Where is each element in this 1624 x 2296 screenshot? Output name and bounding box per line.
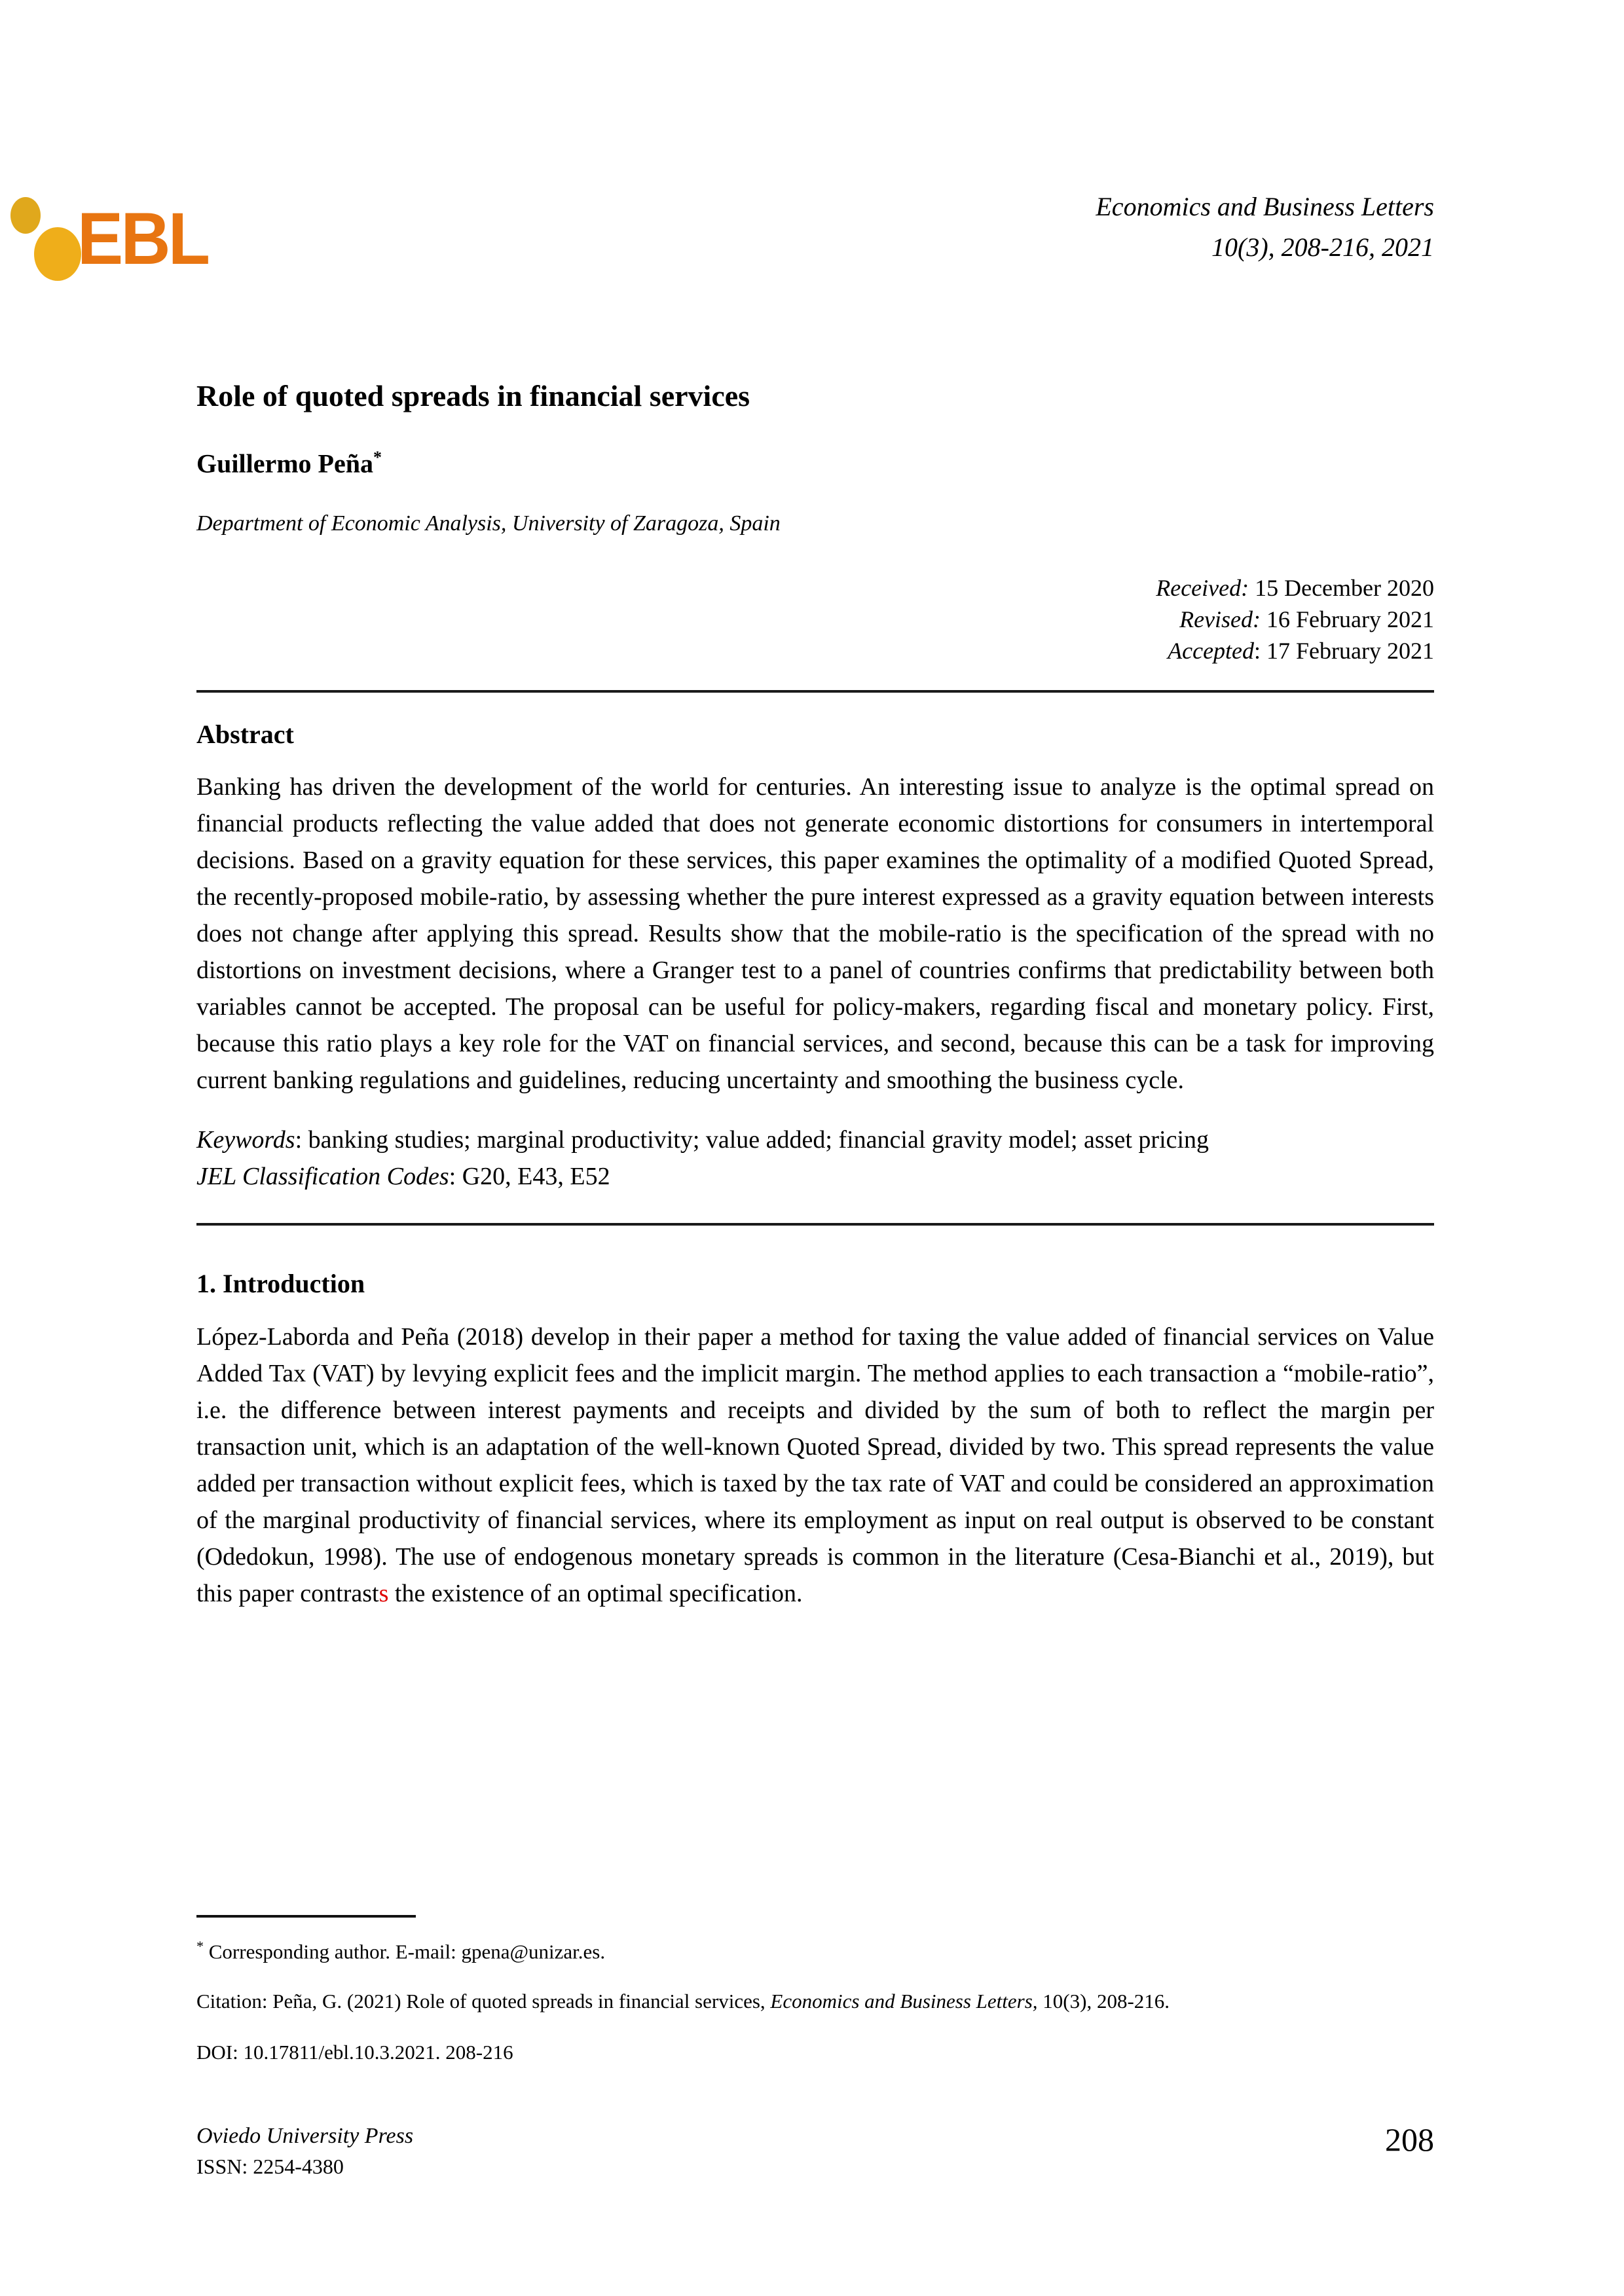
date-revised-value: 16 February 2021 xyxy=(1261,606,1434,633)
page-footer xyxy=(196,2121,1434,2181)
jel-line xyxy=(196,1159,1434,1194)
introduction-red-char: s xyxy=(378,1580,389,1608)
introduction-text-part1: López-Laborda and Peña (2018) develop in their paper a method for taxing the value added of financial services on Value Added Tax (VAT) by levying explicit fees and the implicit margin. The method applies to each transaction a “mobile-ratio”, i.e. the difference between interest payments and receipts and divided by the sum of both to reflect the margin per transaction unit, which is an adaptation of the well-known Quoted Spread, divided by two. This spread represents the value added per transaction without explicit fees, which is taxed by the tax rate of VAT and could be considered an approximation of the marginal productivity of financial services, where its employment as input on real output is observed to be constant (Odedokun, 1998). The use of endogenous monetary spreads is common in the literature (Cesa-Bianchi et al., 2019), but this paper contrast xyxy=(196,1323,1434,1608)
keywords-label: Keywords xyxy=(196,1126,295,1154)
date-accepted-label: Accepted xyxy=(1168,638,1255,665)
abstract-bottom-divider xyxy=(196,1223,1434,1226)
journal-name: Economics and Business Letters xyxy=(1096,192,1434,221)
footnote-text: Corresponding author. E-mail: gpena@unizar.es. xyxy=(204,1940,606,1963)
citation-journal-name: Economics and Business Letters, xyxy=(770,1990,1038,2013)
keywords-line xyxy=(196,1122,1434,1157)
author-footnote-marker: * xyxy=(373,448,382,467)
citation-line xyxy=(196,1987,1434,2016)
author-name xyxy=(196,442,1434,479)
journal-logo xyxy=(7,193,223,278)
section-heading-introduction: 1. Introduction xyxy=(196,1269,365,1299)
logo-wordmark: EBL xyxy=(77,198,208,280)
logo-dot-small-icon xyxy=(10,197,41,234)
issn-line: ISSN: 2254-4380 xyxy=(196,2155,344,2178)
author-affiliation: Department of Economic Analysis, University of Zaragoza, Spain xyxy=(196,511,781,536)
page-number: 208 xyxy=(1385,2121,1434,2158)
logo-dot-large-icon xyxy=(34,227,81,281)
date-accepted-value: : 17 February 2021 xyxy=(1254,638,1434,665)
footnote-divider xyxy=(196,1915,416,1918)
date-received-label: Received: xyxy=(1156,575,1249,602)
abstract-top-divider xyxy=(196,690,1434,693)
date-received xyxy=(196,572,1434,604)
abstract-text: Banking has driven the development of the world for centuries. An interesting issue to analyze is the optimal spread on financial products reflecting the value added that does not generate economic distortions for consumers in intertemporal decisions. Based on a gravity equation for these services, this paper examines the optimality of a modified Quoted Spread, the recently-proposed mobile-ratio, by assessing whether the pure interest expressed as a gravity equation between interests does not change after applying this spread. Results show that the mobile-ratio is the specification of the spread with no distortions on investment decisions, where a Granger test to a panel of countries confirms that predictability between both variables cannot be accepted. The proposal can be useful for policy-makers, regarding fiscal and monetary policy. First, because this ratio plays a key role for the VAT on financial services, and second, because this can be a task for improving current banking regulations and guidelines, reducing uncertainty and smoothing the business cycle. xyxy=(196,773,1434,1095)
journal-issue: 10(3), 208-216, 2021 xyxy=(1211,232,1434,262)
page-content xyxy=(196,0,1434,1612)
citation-suffix: 10(3), 208-216. xyxy=(1037,1990,1170,2013)
date-received-value: 15 December 2020 xyxy=(1249,575,1434,602)
page-title: Role of quoted spreads in financial services xyxy=(196,379,750,412)
jel-value: : G20, E43, E52 xyxy=(449,1163,610,1191)
keywords-value: : banking studies; marginal productivity; value added; financial gravity model; asset pricing xyxy=(295,1126,1209,1154)
submission-dates xyxy=(196,572,1434,666)
footnote-area xyxy=(196,1915,1434,2067)
publisher-name: Oviedo University Press xyxy=(196,2124,414,2148)
introduction-text xyxy=(196,1319,1434,1612)
corresponding-author-footnote xyxy=(196,1932,1434,1966)
introduction-text-part2: the existence of an optimal specification. xyxy=(388,1580,803,1608)
abstract-heading: Abstract xyxy=(196,720,294,750)
journal-info xyxy=(196,187,1434,268)
jel-label: JEL Classification Codes xyxy=(196,1163,449,1191)
doi-line: DOI: 10.17811/ebl.10.3.2021. 208-216 xyxy=(196,2041,513,2064)
footnote-marker: * xyxy=(196,1938,204,1954)
masthead xyxy=(196,0,1434,337)
author-label: Guillermo Peña xyxy=(196,448,373,479)
date-revised xyxy=(196,604,1434,635)
citation-prefix: Citation: Peña, G. (2021) Role of quoted spreads in financial services, xyxy=(196,1990,771,2013)
date-accepted xyxy=(196,635,1434,666)
date-revised-label: Revised: xyxy=(1179,606,1261,633)
publisher-info xyxy=(196,2121,413,2181)
